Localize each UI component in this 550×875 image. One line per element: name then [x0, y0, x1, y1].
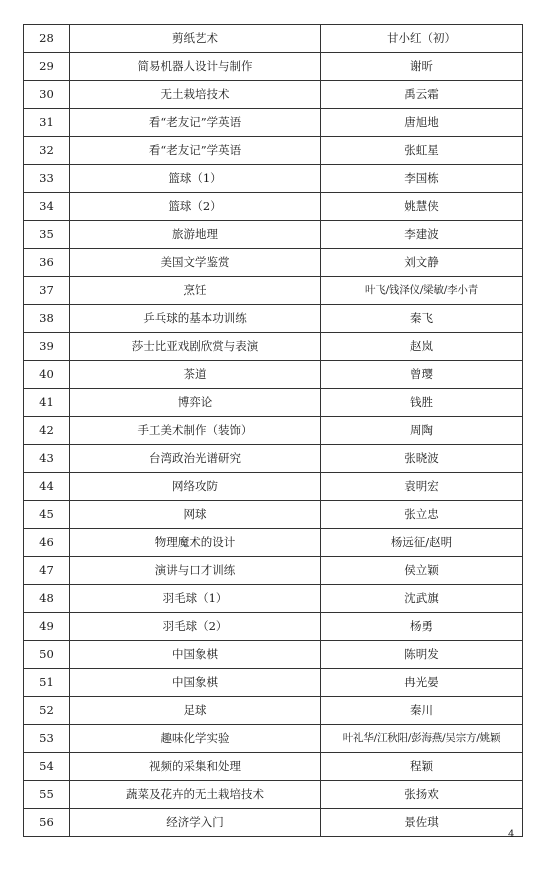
teacher-name-cell: 叶礼华/江秋阳/彭海燕/吴宗方/姚颖	[321, 725, 523, 753]
teacher-name-cell: 周陶	[321, 417, 523, 445]
table-row	[24, 753, 523, 781]
table-row	[24, 305, 523, 333]
teacher-name-cell: 杨远征/赵明	[321, 529, 523, 557]
course-name-cell: 网球	[70, 501, 321, 529]
course-name-cell: 看“老友记”学英语	[70, 109, 321, 137]
course-name-cell: 中国象棋	[70, 669, 321, 697]
table-body	[24, 25, 523, 837]
row-number-cell: 47	[24, 557, 70, 585]
row-number-cell: 55	[24, 781, 70, 809]
teacher-name-cell: 叶飞/钱泽仪/梁敏/李小青	[321, 277, 523, 305]
course-name-cell: 网络攻防	[70, 473, 321, 501]
table-row	[24, 53, 523, 81]
course-name-cell: 视频的采集和处理	[70, 753, 321, 781]
row-number-cell: 37	[24, 277, 70, 305]
row-number-cell: 48	[24, 585, 70, 613]
course-name-cell: 美国文学鉴赏	[70, 249, 321, 277]
teacher-name-cell: 秦飞	[321, 305, 523, 333]
teacher-name-cell: 袁明宏	[321, 473, 523, 501]
table-row	[24, 137, 523, 165]
course-name-cell: 看“老友记”学英语	[70, 137, 321, 165]
course-name-cell: 演讲与口才训练	[70, 557, 321, 585]
teacher-name-cell: 李国栋	[321, 165, 523, 193]
table-row	[24, 781, 523, 809]
course-name-cell: 博弈论	[70, 389, 321, 417]
row-number-cell: 49	[24, 613, 70, 641]
table-row	[24, 417, 523, 445]
course-name-cell: 莎士比亚戏剧欣赏与表演	[70, 333, 321, 361]
table-row	[24, 361, 523, 389]
table-row	[24, 473, 523, 501]
teacher-name-cell: 李建波	[321, 221, 523, 249]
table-row	[24, 641, 523, 669]
teacher-name-cell: 侯立颖	[321, 557, 523, 585]
course-name-cell: 烹饪	[70, 277, 321, 305]
teacher-name-cell: 张晓波	[321, 445, 523, 473]
course-name-cell: 篮球（1）	[70, 165, 321, 193]
table-row	[24, 165, 523, 193]
teacher-name-cell: 沈武旗	[321, 585, 523, 613]
row-number-cell: 35	[24, 221, 70, 249]
row-number-cell: 28	[24, 25, 70, 53]
table-row	[24, 725, 523, 753]
course-name-cell: 物理魔术的设计	[70, 529, 321, 557]
row-number-cell: 51	[24, 669, 70, 697]
course-table	[23, 24, 523, 837]
table-row	[24, 249, 523, 277]
row-number-cell: 50	[24, 641, 70, 669]
row-number-cell: 31	[24, 109, 70, 137]
row-number-cell: 39	[24, 333, 70, 361]
page-number: 4	[508, 829, 515, 840]
teacher-name-cell: 杨勇	[321, 613, 523, 641]
course-name-cell: 羽毛球（1）	[70, 585, 321, 613]
teacher-name-cell: 唐旭地	[321, 109, 523, 137]
course-name-cell: 中国象棋	[70, 641, 321, 669]
course-name-cell: 足球	[70, 697, 321, 725]
course-name-cell: 蔬菜及花卉的无土栽培技术	[70, 781, 321, 809]
row-number-cell: 43	[24, 445, 70, 473]
course-name-cell: 茶道	[70, 361, 321, 389]
row-number-cell: 54	[24, 753, 70, 781]
course-name-cell: 羽毛球（2）	[70, 613, 321, 641]
table-row	[24, 109, 523, 137]
course-name-cell: 乒乓球的基本功训练	[70, 305, 321, 333]
teacher-name-cell: 姚慧侠	[321, 193, 523, 221]
row-number-cell: 56	[24, 809, 70, 837]
row-number-cell: 40	[24, 361, 70, 389]
row-number-cell: 36	[24, 249, 70, 277]
row-number-cell: 38	[24, 305, 70, 333]
teacher-name-cell: 冉光晏	[321, 669, 523, 697]
table-row	[24, 585, 523, 613]
course-name-cell: 手工美术制作（装饰）	[70, 417, 321, 445]
row-number-cell: 53	[24, 725, 70, 753]
table-row	[24, 81, 523, 109]
row-number-cell: 46	[24, 529, 70, 557]
table-row	[24, 557, 523, 585]
row-number-cell: 44	[24, 473, 70, 501]
teacher-name-cell: 张扬欢	[321, 781, 523, 809]
row-number-cell: 45	[24, 501, 70, 529]
table-row	[24, 809, 523, 837]
table-row	[24, 669, 523, 697]
course-name-cell: 趣味化学实验	[70, 725, 321, 753]
course-name-cell: 简易机器人设计与制作	[70, 53, 321, 81]
table-row	[24, 277, 523, 305]
table-row	[24, 389, 523, 417]
row-number-cell: 34	[24, 193, 70, 221]
table-row	[24, 25, 523, 53]
course-name-cell: 旅游地理	[70, 221, 321, 249]
row-number-cell: 52	[24, 697, 70, 725]
table-row	[24, 613, 523, 641]
teacher-name-cell: 秦川	[321, 697, 523, 725]
teacher-name-cell: 甘小红（初）	[321, 25, 523, 53]
teacher-name-cell: 谢昕	[321, 53, 523, 81]
row-number-cell: 33	[24, 165, 70, 193]
row-number-cell: 29	[24, 53, 70, 81]
table-row	[24, 193, 523, 221]
teacher-name-cell: 曾璎	[321, 361, 523, 389]
row-number-cell: 30	[24, 81, 70, 109]
teacher-name-cell: 赵岚	[321, 333, 523, 361]
teacher-name-cell: 陈明发	[321, 641, 523, 669]
row-number-cell: 32	[24, 137, 70, 165]
table-row	[24, 445, 523, 473]
teacher-name-cell: 张立忠	[321, 501, 523, 529]
teacher-name-cell: 程颖	[321, 753, 523, 781]
course-name-cell: 剪纸艺术	[70, 25, 321, 53]
table-row	[24, 501, 523, 529]
course-name-cell: 篮球（2）	[70, 193, 321, 221]
course-name-cell: 经济学入门	[70, 809, 321, 837]
row-number-cell: 41	[24, 389, 70, 417]
table-row	[24, 333, 523, 361]
teacher-name-cell: 禹云霜	[321, 81, 523, 109]
course-name-cell: 无土栽培技术	[70, 81, 321, 109]
teacher-name-cell: 钱胜	[321, 389, 523, 417]
table-row	[24, 221, 523, 249]
teacher-name-cell: 张虹星	[321, 137, 523, 165]
row-number-cell: 42	[24, 417, 70, 445]
teacher-name-cell: 刘文静	[321, 249, 523, 277]
teacher-name-cell: 景佐琪	[321, 809, 523, 837]
table-row	[24, 697, 523, 725]
table-row	[24, 529, 523, 557]
course-name-cell: 台湾政治光谱研究	[70, 445, 321, 473]
